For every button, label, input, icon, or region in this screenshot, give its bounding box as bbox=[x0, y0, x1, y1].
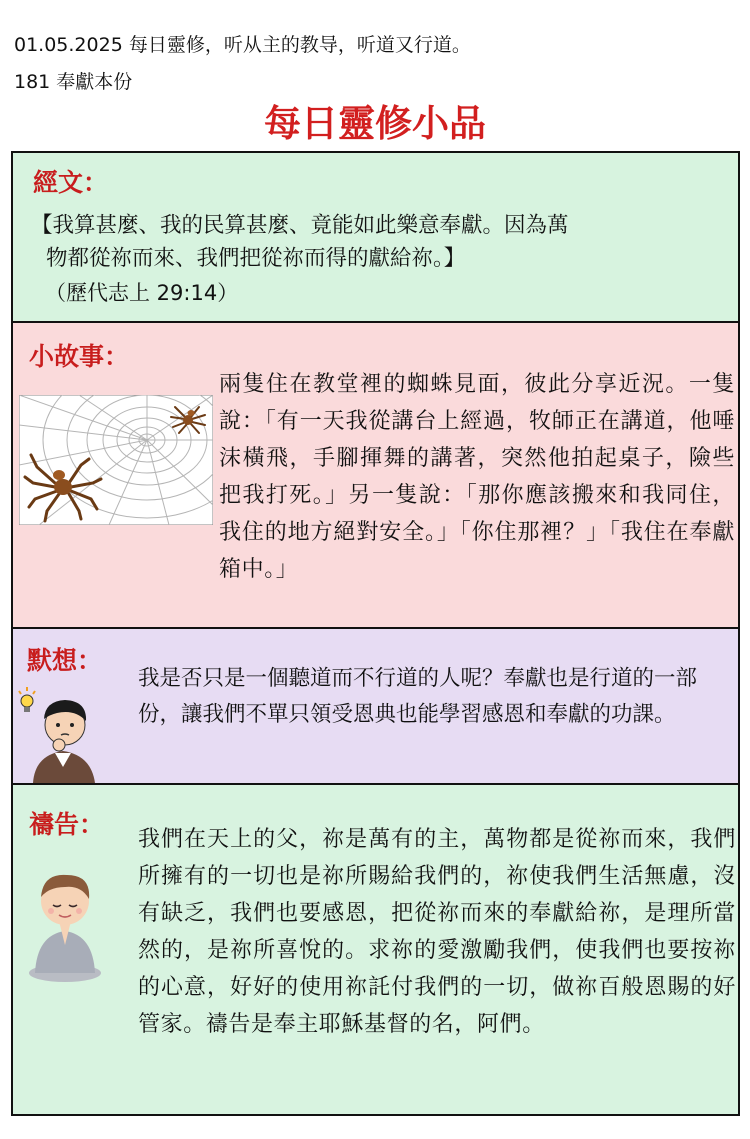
prayer-heading: 禱告： bbox=[29, 810, 105, 839]
scripture-text bbox=[31, 209, 721, 275]
subject-header: 181 奉獻本份 bbox=[14, 71, 133, 93]
praying-child-illustration bbox=[25, 865, 105, 983]
story-heading: 小故事： bbox=[29, 342, 130, 371]
prayer-text: 我們在天上的父，祢是萬有的主，萬物都是從祢而來，我們所擁有的一切也是祢所賜給我們的，祢使我們生活無慮，沒有缺乏，我們也要感恩，把從祢而來的奉獻給祢，是理所當然的，是祢所喜悅的。求祢的愛激勵我們，使我們也要按祢的心意，好好的使用祢託付我們的一切，做祢百般恩賜的好管家。禱告是奉主耶穌基督的名，阿們。 bbox=[138, 827, 736, 1037]
scripture-reference: （歷代志上 29:14） bbox=[45, 281, 239, 305]
meditation-section bbox=[11, 627, 740, 785]
scripture-line-1: 【我算甚麼、我的民算甚麼、竟能如此樂意奉獻。因為萬 bbox=[31, 213, 569, 238]
story-text: 兩隻住在教堂裡的蜘蛛見面，彼此分享近況。一隻說：「有一天我從講台上經過，牧師正在講道，他唾沫橫飛，手腳揮舞的講著，突然他拍起桌子，險些把我打死。」另一隻說：「那你應該搬來和我同住，我住的地方絕對安全。」「你住那裡？」「我住在奉獻箱中。」 bbox=[219, 372, 735, 582]
spider-web-illustration bbox=[19, 395, 213, 525]
page-title: 每日靈修小品 bbox=[264, 102, 486, 145]
prayer-section bbox=[11, 783, 740, 1116]
thinking-man-illustration bbox=[15, 685, 103, 783]
scripture-line-2: 物都從祢而來、我們把從祢而得的獻給祢。】 bbox=[46, 246, 466, 271]
meditation-heading: 默想： bbox=[27, 646, 103, 675]
scripture-heading: 經文： bbox=[33, 168, 109, 197]
lightbulb-icon bbox=[19, 687, 35, 712]
story-section bbox=[11, 321, 740, 629]
scripture-section bbox=[11, 151, 740, 323]
date-header: 01.05.2025 每日靈修，听从主的教导，听道又行道。 bbox=[14, 34, 471, 56]
meditation-text: 我是否只是一個聽道而不行道的人呢？奉獻也是行道的一部份，讓我們不單只領受恩典也能學習感恩和奉獻的功課。 bbox=[138, 666, 698, 727]
